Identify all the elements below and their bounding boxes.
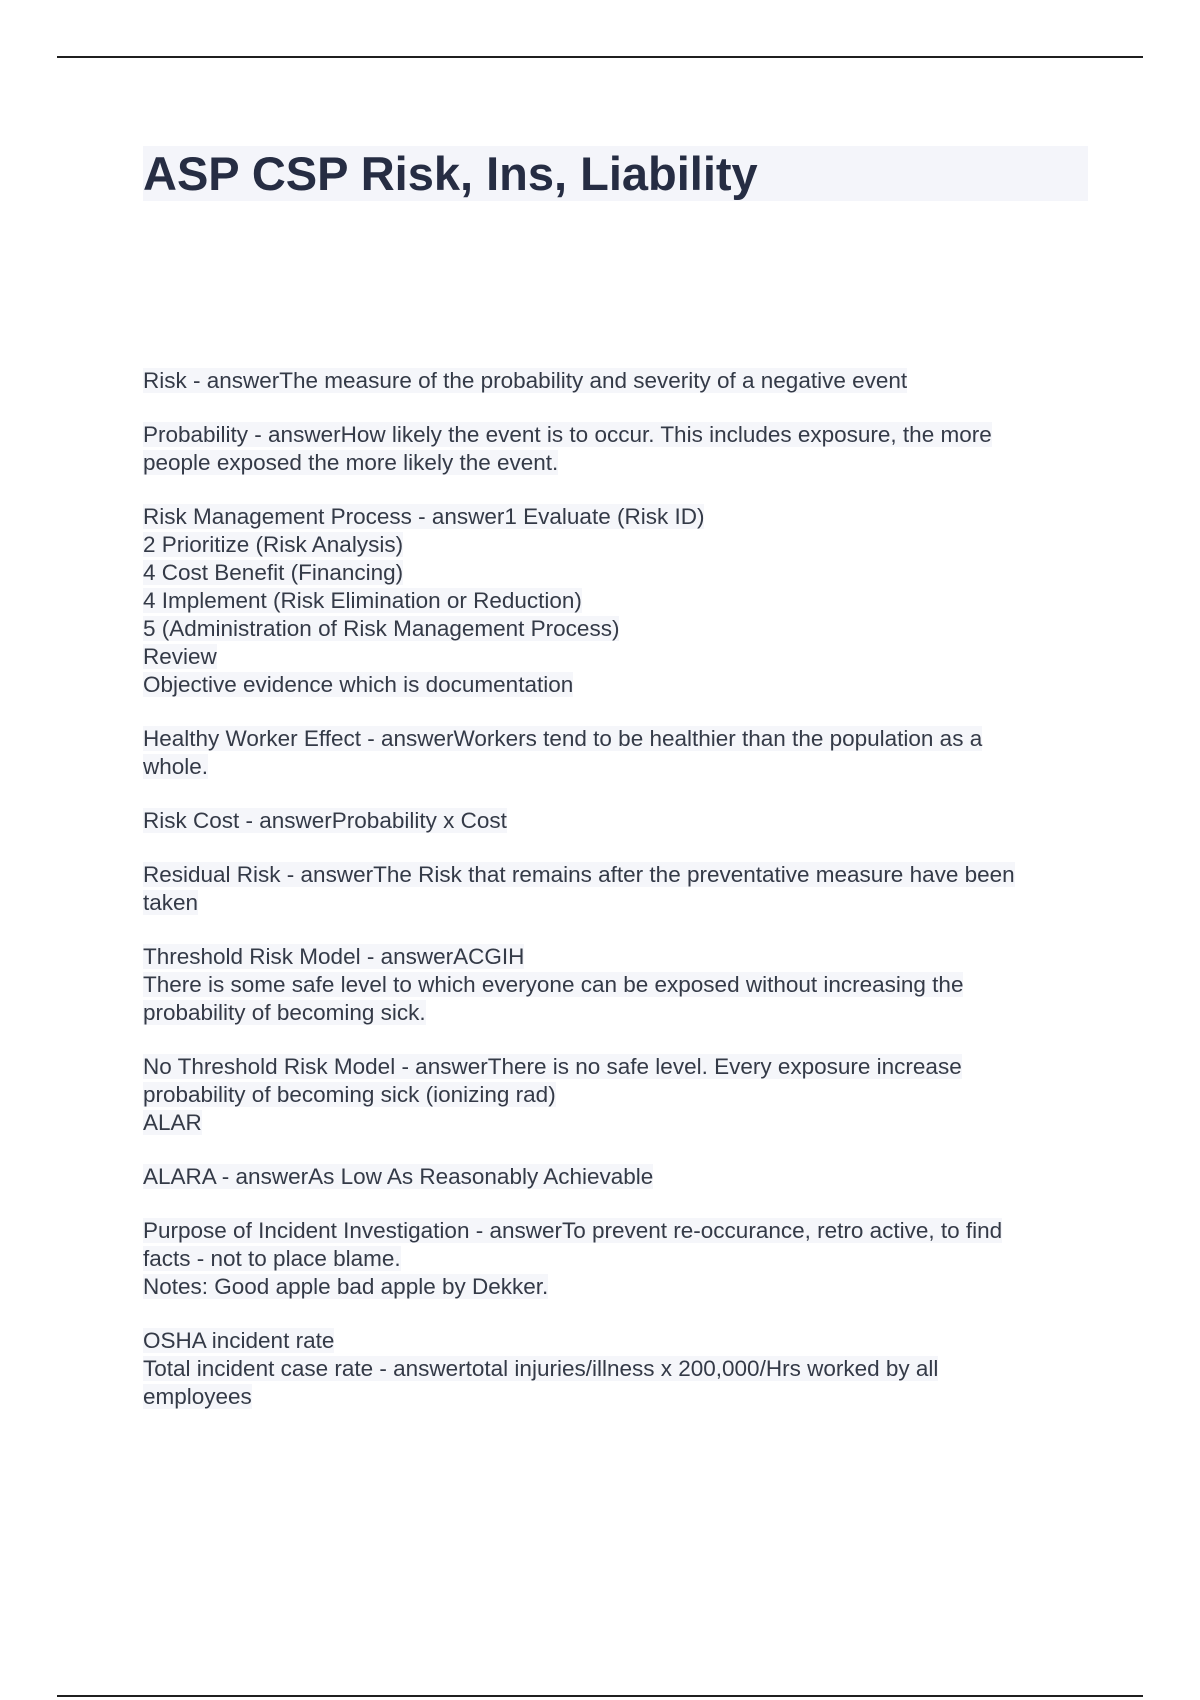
entry-text: Notes: Good apple bad apple by Dekker. [143, 1274, 549, 1299]
entry-text: employees [143, 1384, 252, 1409]
entry-line [143, 531, 1088, 559]
entry-line [143, 1383, 1088, 1411]
flashcard-entry [143, 421, 1088, 477]
entry-text: facts - not to place blame. [143, 1246, 401, 1271]
flashcard-entry [143, 861, 1088, 917]
entry-line [143, 1327, 1088, 1355]
flashcard-entry [143, 367, 1088, 395]
flashcard-entry [143, 807, 1088, 835]
entry-line [143, 1217, 1088, 1245]
flashcard-entry [143, 1327, 1088, 1411]
entry-text: Threshold Risk Model - answerACGIH [143, 944, 525, 969]
flashcard-entry [143, 1053, 1088, 1137]
entry-text: probability of becoming sick. [143, 1000, 426, 1025]
top-divider [57, 56, 1143, 58]
flashcard-entry [143, 943, 1088, 1027]
entry-text: taken [143, 890, 199, 915]
entry-text: Purpose of Incident Investigation - answerTo prevent re-occurance, retro active, to find [143, 1218, 1003, 1243]
entry-text: Objective evidence which is documentation [143, 672, 574, 697]
entry-line [143, 367, 1088, 395]
entry-line [143, 1081, 1088, 1109]
entry-text: Probability - answerHow likely the event is to occur. This includes exposure, the more [143, 422, 992, 447]
entry-line [143, 1053, 1088, 1081]
entry-line [143, 643, 1088, 671]
entry-text: ALAR [143, 1110, 202, 1135]
document-title: ASP CSP Risk, Ins, Liability [143, 146, 1088, 201]
entry-line [143, 1355, 1088, 1383]
entry-line [143, 1109, 1088, 1137]
flashcard-entry [143, 1217, 1088, 1301]
entry-text: whole. [143, 754, 209, 779]
entry-text: 5 (Administration of Risk Management Process) [143, 616, 620, 641]
entry-line [143, 671, 1088, 699]
entry-line [143, 615, 1088, 643]
entry-line [143, 559, 1088, 587]
entry-text: people exposed the more likely the event. [143, 450, 559, 475]
entry-text: 4 Implement (Risk Elimination or Reduction) [143, 588, 582, 613]
entry-text: ALARA - answerAs Low As Reasonably Achievable [143, 1164, 654, 1189]
entry-line [143, 943, 1088, 971]
entry-text: Risk Management Process - answer1 Evaluate (Risk ID) [143, 504, 705, 529]
entry-line [143, 725, 1088, 753]
entry-line [143, 449, 1088, 477]
flashcard-entry [143, 1163, 1088, 1191]
entry-text: Residual Risk - answerThe Risk that remains after the preventative measure have been [143, 862, 1015, 887]
entry-line [143, 971, 1088, 999]
entry-line [143, 1245, 1088, 1273]
flashcard-entry [143, 725, 1088, 781]
entry-text: There is some safe level to which everyone can be exposed without increasing the [143, 972, 964, 997]
entry-line [143, 421, 1088, 449]
entry-text: probability of becoming sick (ionizing rad) [143, 1082, 556, 1107]
entry-text: Review [143, 644, 217, 669]
entry-line [143, 807, 1088, 835]
entry-line [143, 753, 1088, 781]
entry-line [143, 1163, 1088, 1191]
entry-line [143, 889, 1088, 917]
bottom-divider [57, 1695, 1143, 1697]
entry-line [143, 587, 1088, 615]
entry-text: Risk - answerThe measure of the probability and severity of a negative event [143, 368, 908, 393]
entry-text: 2 Prioritize (Risk Analysis) [143, 532, 404, 557]
flashcard-list [143, 367, 1088, 1437]
entry-text: Healthy Worker Effect - answerWorkers tend to be healthier than the population as a [143, 726, 983, 751]
entry-line [143, 861, 1088, 889]
entry-text: Total incident case rate - answertotal injuries/illness x 200,000/Hrs worked by all [143, 1356, 939, 1381]
entry-text: 4 Cost Benefit (Financing) [143, 560, 404, 585]
entry-line [143, 1273, 1088, 1301]
entry-text: No Threshold Risk Model - answerThere is no safe level. Every exposure increase [143, 1054, 962, 1079]
entry-line [143, 999, 1088, 1027]
entry-line [143, 503, 1088, 531]
flashcard-entry [143, 503, 1088, 699]
entry-text: OSHA incident rate [143, 1328, 335, 1353]
entry-text: Risk Cost - answerProbability x Cost [143, 808, 507, 833]
